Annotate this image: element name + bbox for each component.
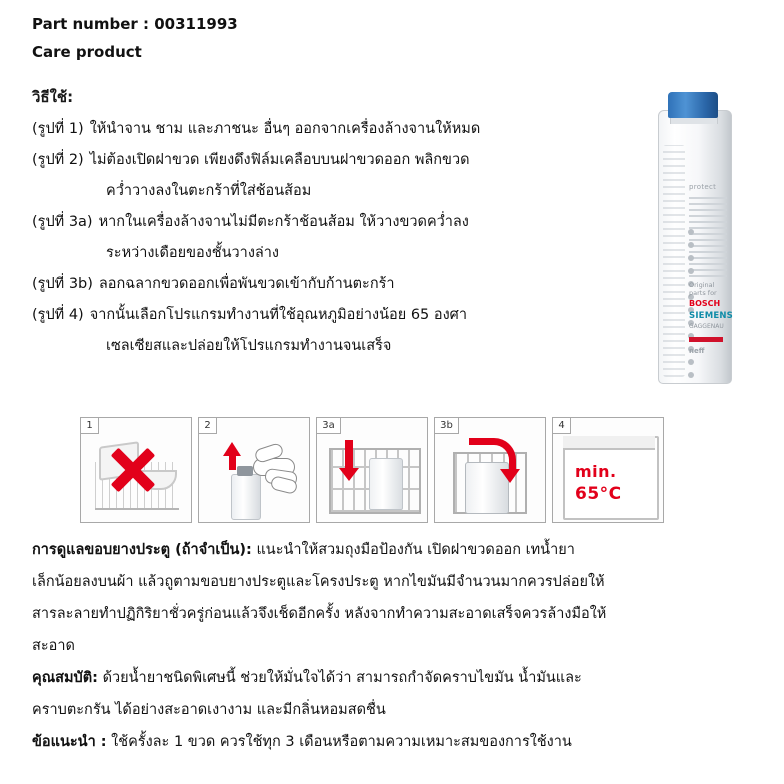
note-text: เล็กน้อยลงบนผ้า แล้วถูตามขอบยางประตูและโครงประตู หากไขมันมีจำนวนมากควรปล่อยให้ bbox=[32, 574, 605, 590]
note-text: ใช้ครั้งละ 1 ขวด ควรใช้ทุก 3 เดือนหรือตามความเหมาะสมของการใช้งาน bbox=[106, 734, 572, 750]
bottle-brand-siemens: SIEMENS bbox=[689, 311, 733, 321]
usage-section-title: วิธีใช้: bbox=[32, 88, 74, 106]
note-text: ด้วยน้ำยาชนิดพิเศษนี้ ช่วยให้มั่นใจได้ว่า สามารถกำจัดคราบไขมัน น้ำมันและ bbox=[97, 670, 582, 686]
step-label: (รูปที่ 3a) bbox=[32, 214, 93, 230]
note-paragraph bbox=[32, 599, 748, 629]
note-text: คราบตะกรัน ได้อย่างสะอาดเงางาม และมีกลิ่นหอมสดชื่น bbox=[32, 702, 386, 718]
figure-number: 3b bbox=[435, 418, 459, 434]
usage-step bbox=[32, 145, 652, 176]
figure-1-remove-dishes bbox=[80, 417, 192, 523]
usage-step bbox=[32, 269, 652, 300]
figure-3a-place-bottle bbox=[316, 417, 428, 523]
part-number-heading: Part number : 00311993 bbox=[32, 15, 238, 33]
bottle-brand-neff: neff bbox=[689, 347, 705, 355]
curved-arrow-icon bbox=[469, 438, 516, 469]
figure-3b-wrap-label bbox=[434, 417, 546, 523]
note-paragraph bbox=[32, 631, 748, 661]
temperature-value: 65°C bbox=[575, 484, 622, 504]
bottle-red-bar bbox=[689, 337, 723, 342]
figure-2-peel-film bbox=[198, 417, 310, 523]
note-paragraph bbox=[32, 695, 748, 725]
note-paragraph bbox=[32, 535, 748, 565]
usage-step bbox=[32, 207, 652, 238]
step-continuation: คว่ำวางลงในตะกร้าที่ใส่ช้อนส้อม bbox=[106, 183, 312, 199]
step-continuation: ระหว่างเดือยของชั้นวางล่าง bbox=[106, 245, 280, 261]
step-continuation: เซลเซียสและปล่อยให้โปรแกรมทำงานจนเสร็จ bbox=[106, 338, 392, 354]
up-arrow-icon bbox=[229, 454, 236, 470]
note-bold-lead: คุณสมบัติ: bbox=[32, 670, 98, 686]
product-bottle-image bbox=[644, 92, 744, 384]
step-text: ให้นำจาน ชาม และภาชนะ อื่นๆ ออกจากเครื่องล้างจานให้หมด bbox=[89, 121, 481, 137]
usage-steps-list bbox=[32, 114, 652, 362]
bottle-cap bbox=[668, 92, 718, 118]
figure-4-select-program bbox=[552, 417, 664, 523]
step-label: (รูปที่ 2) bbox=[32, 152, 84, 168]
note-paragraph bbox=[32, 567, 748, 597]
min-temperature-label: min. bbox=[575, 462, 617, 481]
note-bold-lead: ข้อแนะนำ : bbox=[32, 734, 107, 750]
bottle-protect-label: protect bbox=[689, 183, 717, 191]
step-label: (รูปที่ 4) bbox=[32, 307, 84, 323]
step-text: ลอกฉลากขวดออกเพื่อพันขวดเข้ากับก้านตะกร้า bbox=[98, 276, 395, 292]
note-paragraph bbox=[32, 663, 748, 693]
bottle-brand-bosch: BOSCH bbox=[689, 299, 721, 308]
instruction-figures-strip bbox=[80, 417, 664, 523]
step-label: (รูปที่ 3b) bbox=[32, 276, 93, 292]
usage-step bbox=[32, 114, 652, 145]
dishwasher-control-panel bbox=[563, 436, 655, 450]
bottle-body bbox=[658, 110, 732, 384]
red-cross-icon bbox=[107, 444, 159, 496]
care-notes-section bbox=[32, 535, 748, 759]
product-type-heading: Care product bbox=[32, 43, 142, 61]
figure-number: 4 bbox=[553, 418, 571, 434]
step-text: ไม่ต้องเปิดฝาขวด เพียงดึงฟิล์มเคลือบบนฝาขวดออก พลิกขวด bbox=[89, 152, 470, 168]
bottle-brand-gaggenau: GAGGENAU bbox=[689, 323, 724, 330]
down-arrow-icon bbox=[345, 440, 353, 470]
bottle-original-parts-text: Original parts for bbox=[689, 281, 717, 297]
hand-icon bbox=[251, 438, 299, 494]
step-text: จากนั้นเลือกโปรแกรมทำงานที่ใช้อุณหภูมิอย่างน้อย 65 องศา bbox=[89, 307, 468, 323]
note-text: สะอาด bbox=[32, 638, 75, 654]
note-text: แนะนำให้สวมถุงมือป้องกัน เปิดฝาขวดออก เทน้ำยา bbox=[251, 542, 575, 558]
figure-number: 1 bbox=[81, 418, 99, 434]
usage-step bbox=[32, 300, 652, 331]
note-bold-lead: การดูแลขอบยางประตู (ถ้าจำเป็น): bbox=[32, 542, 252, 558]
step-text: หากในเครื่องล้างจานไม่มีตะกร้าช้อนส้อม ให้วางขวดคว่ำลง bbox=[98, 214, 469, 230]
note-paragraph bbox=[32, 727, 748, 757]
up-arrow-head-icon bbox=[223, 442, 241, 456]
figure-number: 3a bbox=[317, 418, 341, 434]
inverted-bottle-icon bbox=[369, 458, 403, 510]
step-label: (รูปที่ 1) bbox=[32, 121, 84, 137]
bottle-texture bbox=[663, 145, 685, 377]
figure-number: 2 bbox=[199, 418, 217, 434]
note-text: สารละลายทำปฏิกิริยาชั่วครู่ก่อนแล้วจึงเช็ดอีกครั้ง หลังจากทำความสะอาดเสร็จควรล้างมือให้ bbox=[32, 606, 607, 622]
